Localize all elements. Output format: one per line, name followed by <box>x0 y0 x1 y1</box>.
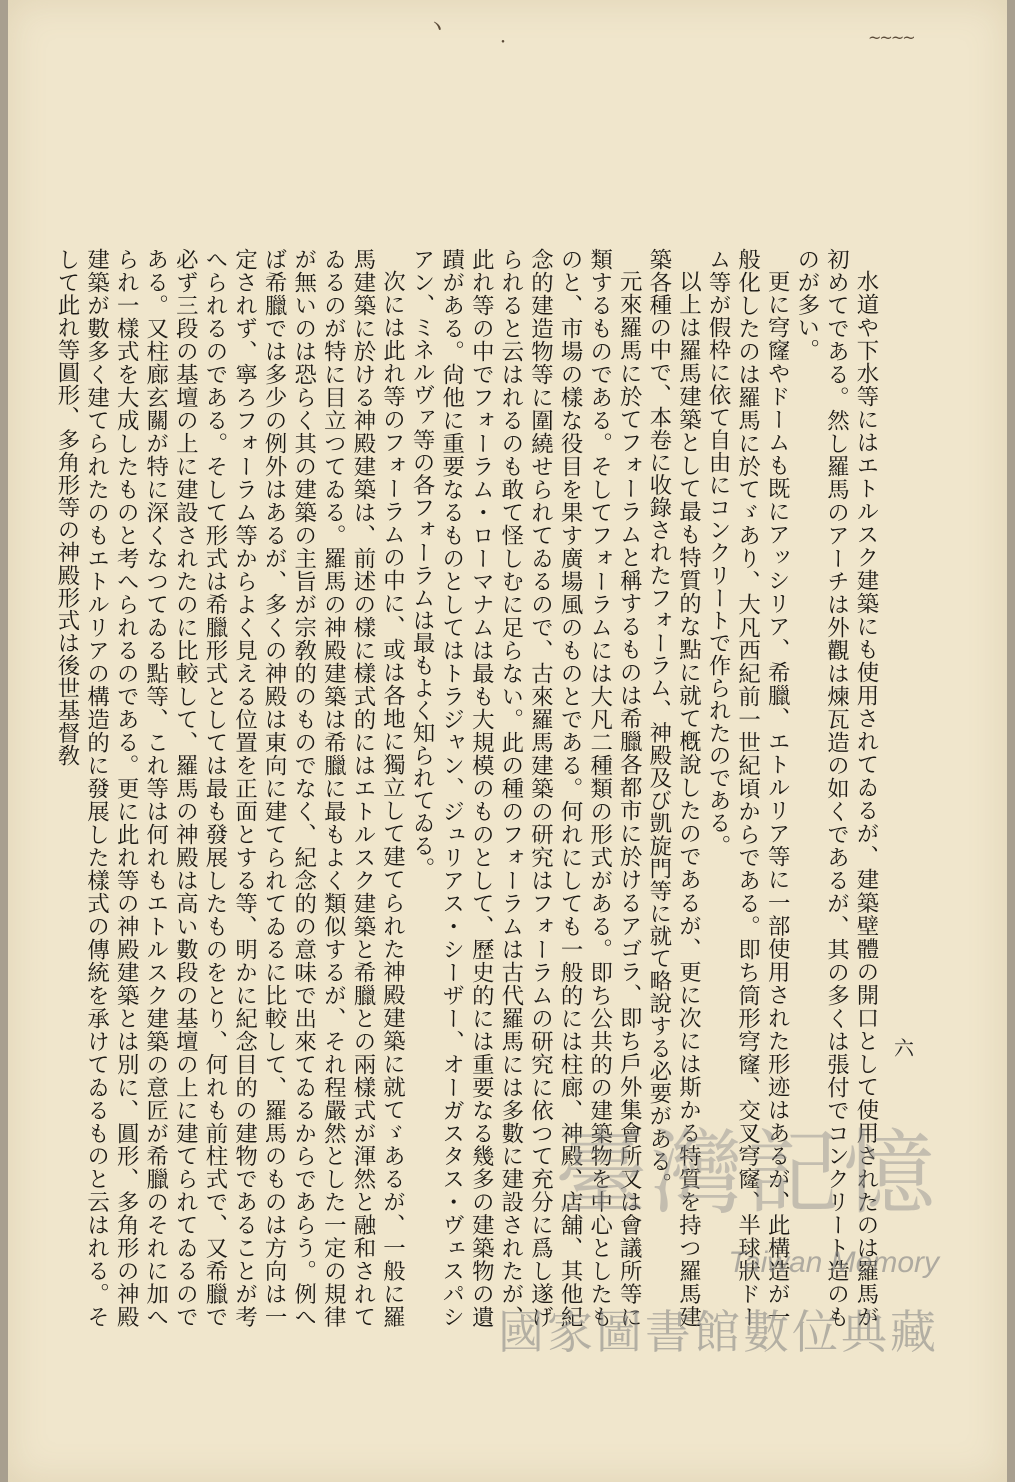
ink-dot: ・ <box>496 35 510 51</box>
ink-mark: ~~~~ <box>868 28 914 47</box>
page-number: 六 <box>894 1036 914 1060</box>
ink-mark: ヽ <box>426 15 449 40</box>
paragraph-1: 水道や下水等にはエトルスク建築にも使用されてゐるが、建築壁體の開口として使用されたのは羅馬が初めてである。然し羅馬のアーチは外觀は煉瓦造の如くであるが、其の多くは張付でコンクリート造のものが多い。 <box>793 248 879 1328</box>
watermark-english: Taiwan Memory <box>728 1246 939 1279</box>
watermark-logo: 臺灣記憶 <box>554 1120 939 1227</box>
scanned-page <box>8 0 1007 1482</box>
paragraph-2: 更に穹窿やドームも既にアッシリア、希臘、エトルリア等に一部使用された形迹はあるが、此構造が一般化したのは羅馬に於てゞあり、大凡西紀前一世紀頃からである。即ち筒形穹窿、交叉穹窿、半球狀ドーム等が假枠に依て自由にコンクリートで作られたのである。 <box>705 248 791 1328</box>
paragraph-5: 次には此れ等のフォーラムの中に、或は各地に獨立して建てられた神殿建築に就てゞあるが、一般に羅馬建築に於ける神殿建築は、前述の樣に樣式的にはエトルスク建築と希臘との兩樣式が渾然と融和されてゐるのが特に目立つてゐる。羅馬の神殿建築は希臘に最もよく類似するが、それ程嚴然とした一定の規律が無いのは恐らく其の建築の主旨が宗敎的のものでなく、紀念的の意味で出來てゐるからであらう。例へば希臘では多少の例外はあるが、多くの神殿は東向に建てられてゐるに比較して、羅馬のものは方向は一定されず、寧ろフォーラム等からよく見える位置を正面とする等、明かに紀念目的の建物であることが考へられるのである。そして形式は希臘形式としては最も發展したものをとり、何れも前柱式で、又希臘で必ず三段の基壇の上に建設されたのに比較して、羅馬の神殿は高い數段の基壇の上に建てられてゐるのである。又柱廊玄關が特に深くなつてゐる點等、これ等は何れもエトルスク建築の意匠が希臘のそれに加へられ一樣式を大成したものと考へられるのである。更に此れ等の神殿建築とは別に、圓形、多角形の神殿建築が數多く建てられたのもエトルリアの構造的に發展した樣式の傳統を承けてゐるものと云はれる。そして此れ等圓形、多角形等の神殿形式は後世基督敎 <box>53 248 406 1328</box>
watermark-chinese: 國家圖書館數位典藏 <box>498 1305 939 1359</box>
body-text <box>53 248 880 1328</box>
paragraph-3: 以上は羅馬建築として最も特質的な點に就て槪說したのであるが、更に次には斯かる特質を持つ羅馬建築各種の中で、本卷に收錄されたフォーラム、神殿及び凱旋門等に就て略說する必要がある。 <box>645 248 702 1328</box>
paragraph-4: 元來羅馬に於てフォーラムと稱するものは希臘各都市に於けるアゴラ、即ち戶外集會所又は會議所等に類するものである。そしてフォーラムには大凡二種類の形式がある。即ち公共的の建築物を中心としたものと、市場の樣な役目を果す廣場風のものとである。何れにしても一般的には柱廊、神殿、店舖、其他紀念的建造物等に圍繞せられてゐるので、古來羅馬建築の研究はフォーラムの研究に依つて充分に爲し遂げられると云はれるのも敢て怪しむに足らない。此の種のフォーラムは古代羅馬には多數に建設されたが、此れ等の中でフォーラム・ローマナムは最も大規模のものとして、歷史的には重要なる幾多の建築物の遺蹟がある。尙他に重要なるものとしてはトラジャン、ジュリアス・シーザー、オーガスタス・ヴェスパシアン、ミネルヴァ等の各フォーラムは最もよく知られてゐる。 <box>409 248 643 1328</box>
